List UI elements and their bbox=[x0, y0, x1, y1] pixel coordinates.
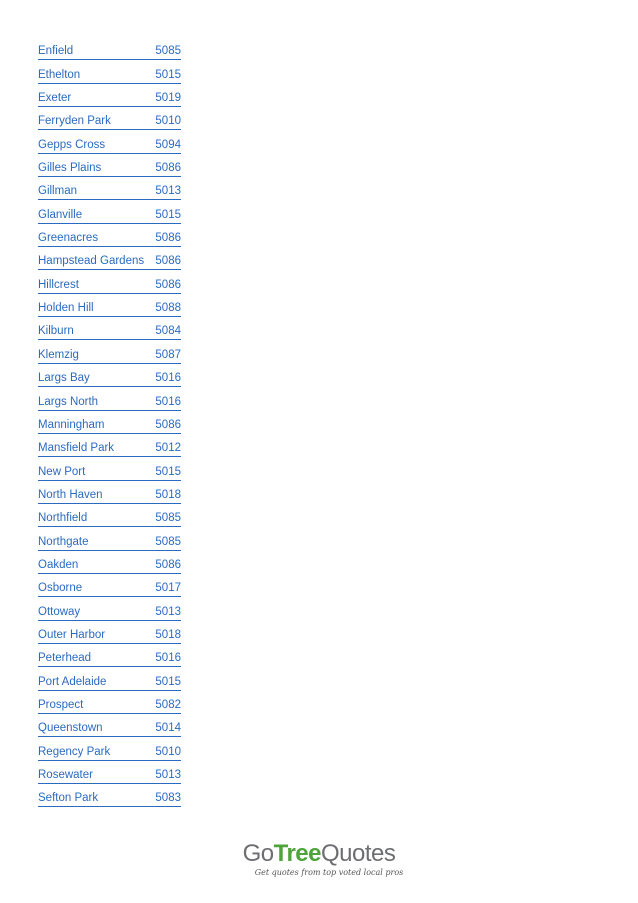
suburb-link[interactable] bbox=[38, 84, 181, 107]
suburb-name: Ferryden Park bbox=[38, 115, 111, 128]
suburb-link[interactable] bbox=[38, 317, 181, 340]
suburb-name: Gepps Cross bbox=[38, 138, 106, 151]
suburb-postcode: 5018 bbox=[155, 628, 181, 641]
suburb-link[interactable] bbox=[38, 130, 181, 153]
suburb-postcode: 5015 bbox=[155, 208, 181, 221]
suburb-link[interactable] bbox=[38, 247, 181, 270]
suburb-name: North Haven bbox=[38, 488, 103, 501]
suburb-name: Enfield bbox=[38, 45, 74, 58]
suburb-postcode: 5013 bbox=[155, 769, 181, 781]
suburb-name: Osborne bbox=[38, 582, 83, 595]
suburb-link[interactable] bbox=[38, 37, 181, 60]
suburb-postcode: 5084 bbox=[155, 325, 181, 338]
suburb-link[interactable] bbox=[38, 411, 181, 434]
suburb-link[interactable] bbox=[38, 364, 181, 387]
suburb-name: Hillcrest bbox=[38, 278, 79, 291]
suburb-name: Hampstead Gardens bbox=[38, 255, 145, 268]
suburb-name: Greenacres bbox=[38, 232, 99, 245]
suburb-name: Prospect bbox=[38, 698, 84, 711]
suburb-postcode: 5086 bbox=[155, 232, 181, 245]
suburb-name: Klemzig bbox=[38, 348, 79, 361]
suburb-link[interactable] bbox=[38, 644, 181, 667]
suburb-link[interactable] bbox=[38, 270, 181, 293]
suburb-postcode: 5010 bbox=[155, 745, 181, 758]
suburb-name: Sefton Park bbox=[38, 792, 99, 805]
suburb-link[interactable] bbox=[38, 714, 181, 737]
logo-quotes: Quotes bbox=[321, 840, 396, 867]
suburb-postcode: 5016 bbox=[155, 372, 181, 385]
suburb-link[interactable] bbox=[38, 60, 181, 83]
suburb-postcode: 5017 bbox=[155, 582, 181, 595]
suburb-link[interactable] bbox=[38, 527, 181, 550]
suburb-postcode: 5015 bbox=[155, 675, 181, 688]
suburb-postcode: 5019 bbox=[155, 92, 181, 105]
suburb-name: Outer Harbor bbox=[38, 628, 106, 641]
suburb-name: Northfield bbox=[38, 512, 88, 525]
suburb-link[interactable] bbox=[38, 761, 181, 784]
suburb-name: Kilburn bbox=[38, 325, 74, 338]
suburb-postcode: 5014 bbox=[155, 722, 181, 735]
suburb-link[interactable] bbox=[38, 154, 181, 177]
suburb-link[interactable] bbox=[38, 224, 181, 247]
suburb-postcode: 5082 bbox=[155, 698, 181, 711]
suburb-link[interactable] bbox=[38, 784, 181, 807]
suburb-postcode: 5012 bbox=[155, 442, 181, 455]
suburb-link[interactable] bbox=[38, 457, 181, 480]
suburb-name: Exeter bbox=[38, 92, 72, 105]
suburb-postcode: 5085 bbox=[155, 45, 181, 58]
suburb-link[interactable] bbox=[38, 340, 181, 363]
suburb-link[interactable] bbox=[38, 294, 181, 317]
suburb-name: Northgate bbox=[38, 535, 89, 548]
suburb-link[interactable] bbox=[38, 177, 181, 200]
suburb-name: Gillman bbox=[38, 185, 77, 198]
suburb-name: Ottoway bbox=[38, 605, 81, 618]
logo-wordmark bbox=[0, 840, 638, 868]
suburb-postcode: 5010 bbox=[155, 115, 181, 128]
suburb-postcode: 5016 bbox=[155, 395, 181, 408]
suburb-link[interactable] bbox=[38, 597, 181, 620]
suburb-postcode-list bbox=[38, 37, 181, 807]
suburb-postcode: 5083 bbox=[155, 792, 181, 805]
suburb-name: Largs North bbox=[38, 395, 99, 408]
suburb-name: Oakden bbox=[38, 558, 79, 571]
suburb-link[interactable] bbox=[38, 621, 181, 644]
suburb-link[interactable] bbox=[38, 107, 181, 130]
suburb-link[interactable] bbox=[38, 504, 181, 527]
suburb-postcode: 5013 bbox=[155, 605, 181, 618]
suburb-postcode: 5087 bbox=[155, 348, 181, 361]
suburb-postcode: 5085 bbox=[155, 535, 181, 548]
suburb-name: Gilles Plains bbox=[38, 162, 102, 175]
suburb-name: Port Adelaide bbox=[38, 675, 107, 688]
suburb-postcode: 5085 bbox=[155, 512, 181, 525]
suburb-link[interactable] bbox=[38, 737, 181, 760]
suburb-link[interactable] bbox=[38, 574, 181, 597]
gotreequotes-logo bbox=[0, 840, 638, 877]
suburb-link[interactable] bbox=[38, 387, 181, 410]
suburb-name: Rosewater bbox=[38, 769, 93, 781]
suburb-postcode: 5094 bbox=[155, 138, 181, 151]
suburb-name: Mansfield Park bbox=[38, 442, 115, 455]
suburb-postcode: 5086 bbox=[155, 418, 181, 431]
suburb-name: Largs Bay bbox=[38, 372, 90, 385]
suburb-postcode: 5086 bbox=[155, 558, 181, 571]
suburb-postcode: 5086 bbox=[155, 255, 181, 268]
suburb-link[interactable] bbox=[38, 667, 181, 690]
suburb-name: Peterhead bbox=[38, 652, 92, 665]
suburb-postcode: 5015 bbox=[155, 68, 181, 81]
suburb-postcode: 5013 bbox=[155, 185, 181, 198]
suburb-postcode: 5018 bbox=[155, 488, 181, 501]
suburb-name: New Port bbox=[38, 465, 86, 478]
suburb-name: Regency Park bbox=[38, 745, 111, 758]
suburb-link[interactable] bbox=[38, 691, 181, 714]
suburb-name: Manningham bbox=[38, 418, 105, 431]
suburb-link[interactable] bbox=[38, 434, 181, 457]
suburb-name: Glanville bbox=[38, 208, 83, 221]
suburb-name: Ethelton bbox=[38, 68, 81, 81]
suburb-link[interactable] bbox=[38, 551, 181, 574]
suburb-postcode: 5088 bbox=[155, 302, 181, 315]
suburb-postcode: 5015 bbox=[155, 465, 181, 478]
suburb-postcode: 5086 bbox=[155, 278, 181, 291]
suburb-postcode: 5086 bbox=[155, 162, 181, 175]
logo-tree: Tree bbox=[273, 840, 321, 867]
suburb-link[interactable] bbox=[38, 481, 181, 504]
suburb-name: Holden Hill bbox=[38, 302, 94, 315]
logo-go: Go bbox=[242, 840, 274, 867]
logo-tagline: Get quotes from top voted local pros bbox=[254, 868, 404, 877]
suburb-link[interactable] bbox=[38, 200, 181, 223]
suburb-postcode: 5016 bbox=[155, 652, 181, 665]
suburb-name: Queenstown bbox=[38, 722, 103, 735]
